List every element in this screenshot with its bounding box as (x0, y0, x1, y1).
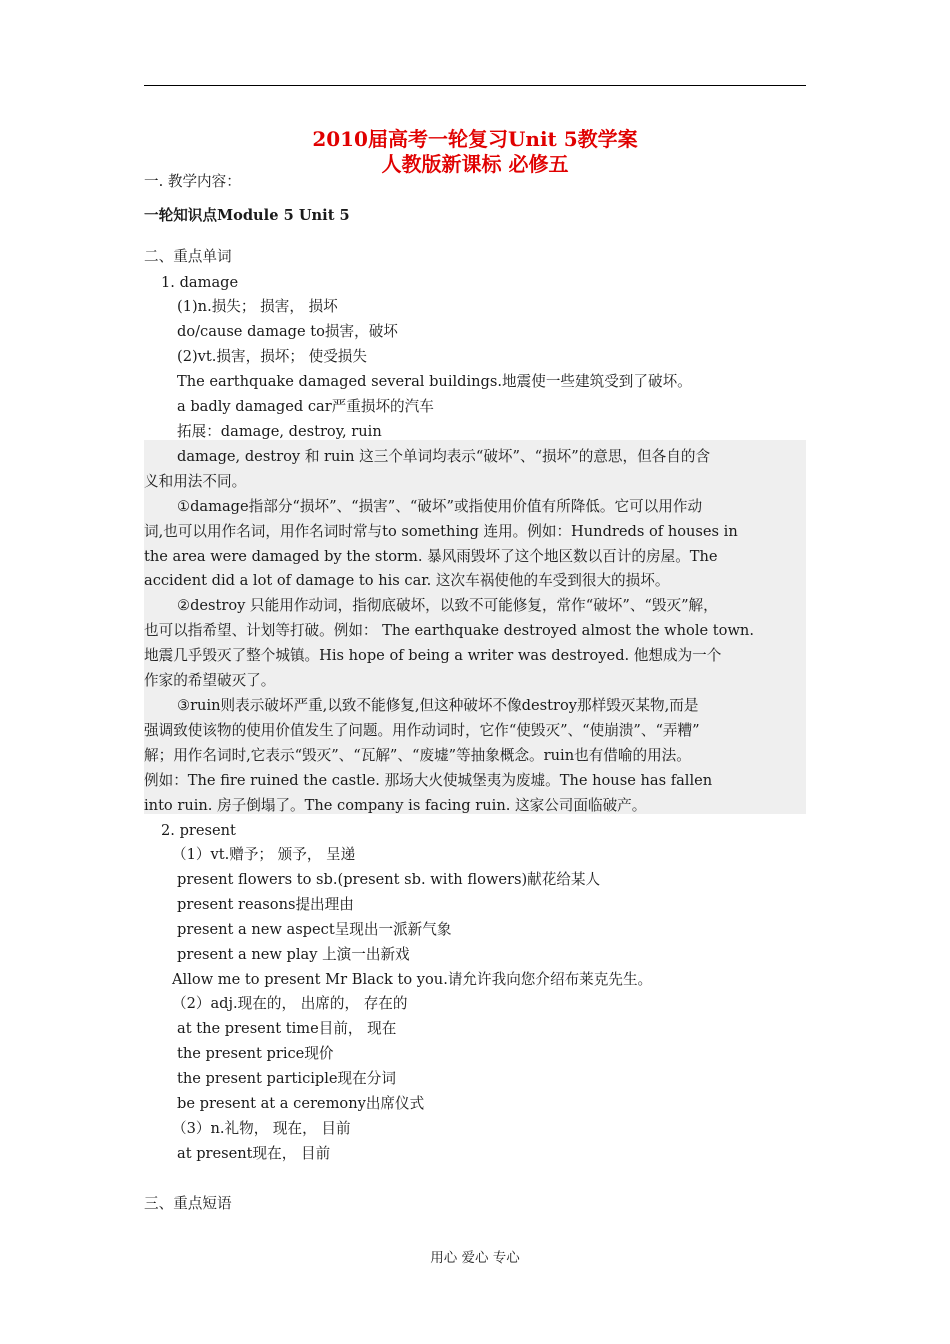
usage-paragraph-line: 义和用法不同。 (144, 473, 247, 490)
definition-line: （2）adj.现在的， 出席的， 存在的 (172, 995, 408, 1012)
definition-line: （3）n.礼物， 现在， 目前 (172, 1120, 351, 1137)
example-line: present reasons提出理由 (177, 896, 354, 913)
section-heading: 二、重点单词 (144, 248, 232, 265)
example-line: do/cause damage to损害，破坏 (177, 323, 398, 340)
definition-line: (1)n.损失； 损害， 损坏 (177, 298, 338, 315)
header-rule (144, 85, 806, 86)
usage-paragraph-line: ②destroy 只能用作动词，指彻底破坏，以致不可能修复，常作“破坏”、“毁灭”解， (177, 597, 718, 614)
usage-paragraph-line: ①damage指部分“损坏”、“损害”、“破坏”或指使用价值有所降低。它可以用作动 (177, 498, 703, 515)
word-heading: 2. present (161, 822, 236, 839)
example-line: Allow me to present Mr Black to you.请允许我向您介绍布莱克先生。 (172, 971, 653, 988)
usage-paragraph-line: 地震几乎毁灭了整个城镇。His hope of being a writer was destroyed. 他想成为一个 (144, 647, 722, 664)
definition-line: （1）vt.赠予； 颁予， 呈递 (172, 846, 356, 863)
doc-subtitle: 人教版新课标 必修五 (381, 152, 569, 176)
doc-title: 2010届高考一轮复习Unit 5教学案 (312, 127, 638, 151)
section-subheading: 一轮知识点Module 5 Unit 5 (144, 207, 350, 224)
example-line: at the present time目前， 现在 (177, 1020, 397, 1037)
usage-paragraph-line: 也可以指希望、计划等打破。例如： The earthquake destroyed almost the whole town. (144, 622, 754, 639)
usage-paragraph-line: 词,也可以用作名词，用作名词时常与to something 连用。例如：Hundreds of houses in (144, 523, 738, 540)
example-line: be present at a ceremony出席仪式 (177, 1095, 425, 1112)
example-line: The earthquake damaged several buildings.地震使一些建筑受到了破坏。 (177, 373, 692, 390)
example-line: the present participle现在分词 (177, 1070, 396, 1087)
usage-paragraph-line: 强调致使该物的使用价值发生了问题。用作动词时，它作“使毁灭”、“使崩溃”、“弄糟” (144, 722, 700, 739)
usage-paragraph-line: accident did a lot of damage to his car. 这次车祸使他的车受到很大的损坏。 (144, 572, 670, 589)
word-heading: 1. damage (161, 274, 239, 291)
section-heading: 三、重点短语 (144, 1195, 232, 1212)
example-line: present a new aspect呈现出一派新气象 (177, 921, 452, 938)
example-line: present flowers to sb.(present sb. with flowers)献花给某人 (177, 871, 601, 888)
usage-paragraph-line: the area were damaged by the storm. 暴风雨毁坏了这个地区数以百计的房屋。The (144, 548, 718, 565)
page-footer: 用心 爱心 专心 (430, 1250, 520, 1266)
usage-paragraph-line: damage, destroy 和 ruin 这三个单词均表示“破坏”、“损坏”的意思，但各自的含 (177, 448, 711, 465)
extension-line: 拓展：damage, destroy, ruin (177, 423, 382, 440)
usage-paragraph-line: into ruin. 房子倒塌了。The company is facing ruin. 这家公司面临破产。 (144, 797, 647, 814)
definition-line: (2)vt.损害，损坏； 使受损失 (177, 348, 367, 365)
example-line: the present price现价 (177, 1045, 334, 1062)
example-line: present a new play 上演一出新戏 (177, 946, 410, 963)
example-line: at present现在， 目前 (177, 1145, 331, 1162)
usage-paragraph-line: 例如：The fire ruined the castle. 那场大火使城堡夷为废墟。The house has fallen (144, 772, 713, 789)
example-line: a badly damaged car严重损坏的汽车 (177, 398, 434, 415)
usage-paragraph-line: 作家的希望破灭了。 (144, 672, 276, 689)
usage-paragraph-line: ③ruin则表示破坏严重,以致不能修复,但这种破坏不像destroy那样毁灭某物,而是 (177, 697, 699, 714)
section-heading: 一. 教学内容： (144, 173, 241, 190)
usage-paragraph-line: 解；用作名词时,它表示“毁灭”、“瓦解”、“废墟”等抽象概念。ruin也有借喻的用法。 (144, 747, 691, 764)
